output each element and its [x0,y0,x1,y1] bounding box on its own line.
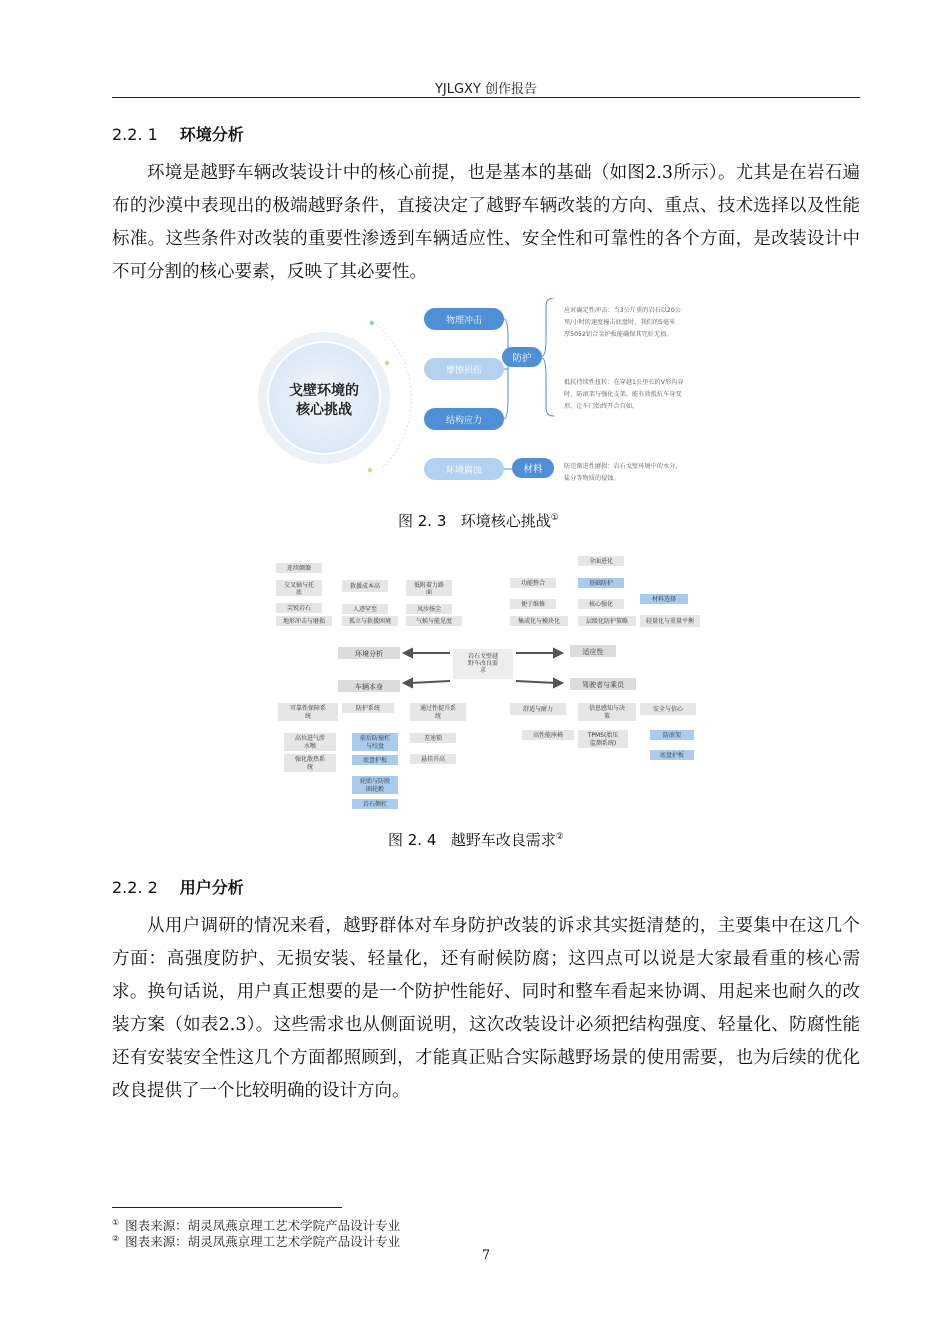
note-torsion-2: 时，防滚架与强化支架，能有效抵抗车身变 [564,391,682,398]
need-label: 风沙扬尘 [416,606,442,613]
dot-decoration [368,468,372,472]
note-torsion-1: 抵抗持续性扭转：在穿越1公里长的V形沟谷 [564,379,684,386]
branch-label: 适应性 [582,648,604,656]
center-label: 岩石戈壁越 [467,653,499,660]
note-impact-1: 应对确定性冲击：当3公斤重的岩石以20公 [564,307,681,314]
note-impact-3: 厚5052铝合金护板能确保其完好无损。 [564,331,673,338]
node-physical-impact-label: 物理冲击 [445,316,483,326]
note-corrosion-2: 盐分等物质的侵蚀。 [564,475,620,482]
need-label: 气候与能见度 [415,618,453,625]
need-label: 尖锐岩石 [286,605,312,612]
page-header: YJLGXY 创作报告 [434,82,538,97]
need-label: 交叉轴与托 [283,582,315,589]
need-label: 可靠性保障系 [289,705,327,712]
need-label: 防滚架 [662,732,682,739]
need-label: 层级化防护策略 [585,618,629,625]
caption-title: 越野车改良需求 [450,831,556,849]
need-label: 防护系统 [355,705,381,712]
section-heading-2-2-1 [112,122,244,145]
need-label: 人迹罕至 [352,606,378,613]
caption-title: 环境核心挑战 [460,512,551,530]
section-heading-2-2-2 [112,875,244,898]
note-impact-2: 里/小时的速度撞击底盘时，我们的5毫米 [564,319,676,326]
need-label: 集成化与模块化 [517,618,561,625]
figure-offroad-improvement-needs [270,553,704,814]
footnote-mark: ② [112,1233,120,1243]
section-number: 2.2. 2 [112,878,158,897]
center-label: 求 [479,667,487,674]
caption-number: 图 2. 3 [398,512,447,530]
figure-caption-2-4 [388,829,564,850]
need-label: 信息感知与决 [588,705,626,712]
need-label: 统 [306,764,314,771]
footnote-rule [112,1207,342,1208]
bracket-connector [542,298,554,356]
paragraph-environment [112,157,860,289]
node-structural-stress-label: 结构应力 [445,416,483,426]
need-label: 孤立与救援困境 [348,618,392,625]
paragraph-text: 环境是越野车辆改装设计中的核心前提，也是基本的基础（如图2.3所示）。尤其是在岩石遍布的沙漠中表现出的极端越野条件，直接决定了越野车辆改装的方向、重点、技术选择以及性能标准。这些条件对改装的重要性渗透到车辆适应性、安全性和可靠性的各个方面，是改装设计中不可分割的核心要素，反映了其必要性。 [112,163,860,282]
need-label: 材料选择 [651,596,677,603]
need-label: 与绞盘 [365,743,385,750]
footnote-mark: ① [112,1217,120,1227]
caption-footnote-mark: ① [550,513,559,523]
note-corrosion-1: 防范渐进性磨损：岩石戈壁环境中的水分、 [564,463,682,470]
need-label: 低附着力路 [413,582,445,589]
need-label: 统 [304,713,312,720]
note-torsion-3: 形，让车门始终开合自如。 [564,403,639,410]
need-label: 底盘护板 [659,752,685,759]
need-label: 救援成本高 [349,583,381,590]
section-number: 2.2. 1 [112,125,158,144]
need-label: 悬挂升高 [420,756,446,763]
need-label: 轻量化与重量平衡 [645,618,695,625]
section-title: 环境分析 [179,125,244,144]
center-label-2: 核心挑战 [296,402,352,418]
need-label: 监测系统) [589,740,617,747]
need-label: 地形冲击与磨损 [282,618,326,625]
need-label: 舒适与耐力 [522,706,554,713]
need-label: 轮胎与防脱 [359,778,391,785]
need-label: 连续颠簸 [286,565,312,572]
figure-environment-challenges [258,298,706,494]
caption-footnote-mark: ② [555,832,564,842]
need-label: 面 [425,589,433,596]
section-title: 用户分析 [179,878,244,897]
need-label: 全面进化 [588,558,614,565]
need-label: 统 [434,713,442,720]
center-label: 野车改良需 [467,660,499,667]
footnote-text: 图表来源：胡灵凤燕京理工艺术学院产品设计专业 [125,1234,401,1249]
need-label: 功能整合 [520,580,546,587]
bracket-connector [542,358,554,416]
center-label-1: 戈壁环境的 [289,383,359,399]
need-label: 通过性提升系 [419,705,457,712]
need-label: 高性能座椅 [532,732,564,739]
branch-label: 车辆本身 [355,683,383,691]
need-label: 前后防撞杠 [359,735,391,742]
need-label: TPMS(胎压 [587,732,619,739]
need-label: 差速锁 [423,735,443,742]
node-environmental-corrosion-label: 环境腐蚀 [445,466,483,476]
need-label: 水喉 [303,743,317,750]
figure-caption-2-3 [398,510,559,531]
paragraph-text: 从用户调研的情况来看，越野群体对车身防护改装的诉求其实挺清楚的，主要集中在这几个方面：高强度防护、无损安装、轻量化，还有耐候防腐；这四点可以说是大家最看重的核心需求。换句话说，用户真正想要的是一个防护性能好、同时和整车看起来协调、用起来也耐久的改装方案（如表2.3）。这些需求也从侧面说明，这次改装设计必须把结构强度、轻量化、防腐性能还有安装安全性这几个方面都照顾到，才能真正贴合实际越野场景的使用需要，也为后续的优化改良提供了一个比较明确的设计方向。 [112,916,860,1101]
paragraph-user-analysis [112,910,860,1108]
page-number: 7 [481,1248,491,1263]
need-label: 圈轮毂 [365,786,385,793]
need-label: 底盘护板 [362,757,388,764]
caption-number: 图 2. 4 [388,831,437,849]
header-rule [112,97,860,98]
need-label: 底 [295,589,303,596]
node-friction-damage-label: 摩擦损伤 [445,366,483,376]
need-label: 安全与信心 [652,706,684,713]
need-label: 便于维修 [520,601,546,608]
tag-protection-label: 防护 [512,353,532,364]
need-label: 岩石侧杠 [362,801,388,808]
dot-decoration [370,321,374,325]
need-label: 核心强化 [588,601,614,608]
need-label: 策 [603,713,611,720]
footnote-text: 图表来源：胡灵凤燕京理工艺术学院产品设计专业 [125,1218,401,1233]
tag-material-label: 材料 [523,464,543,475]
dot-decoration [385,361,389,365]
need-label: 强化散热系 [294,756,326,763]
need-label: 基础防护 [588,580,614,587]
need-label: 高位进气涉 [294,735,326,742]
branch-label: 环境分析 [355,650,383,658]
branch-label: 驾驶者与乘员 [582,681,624,689]
